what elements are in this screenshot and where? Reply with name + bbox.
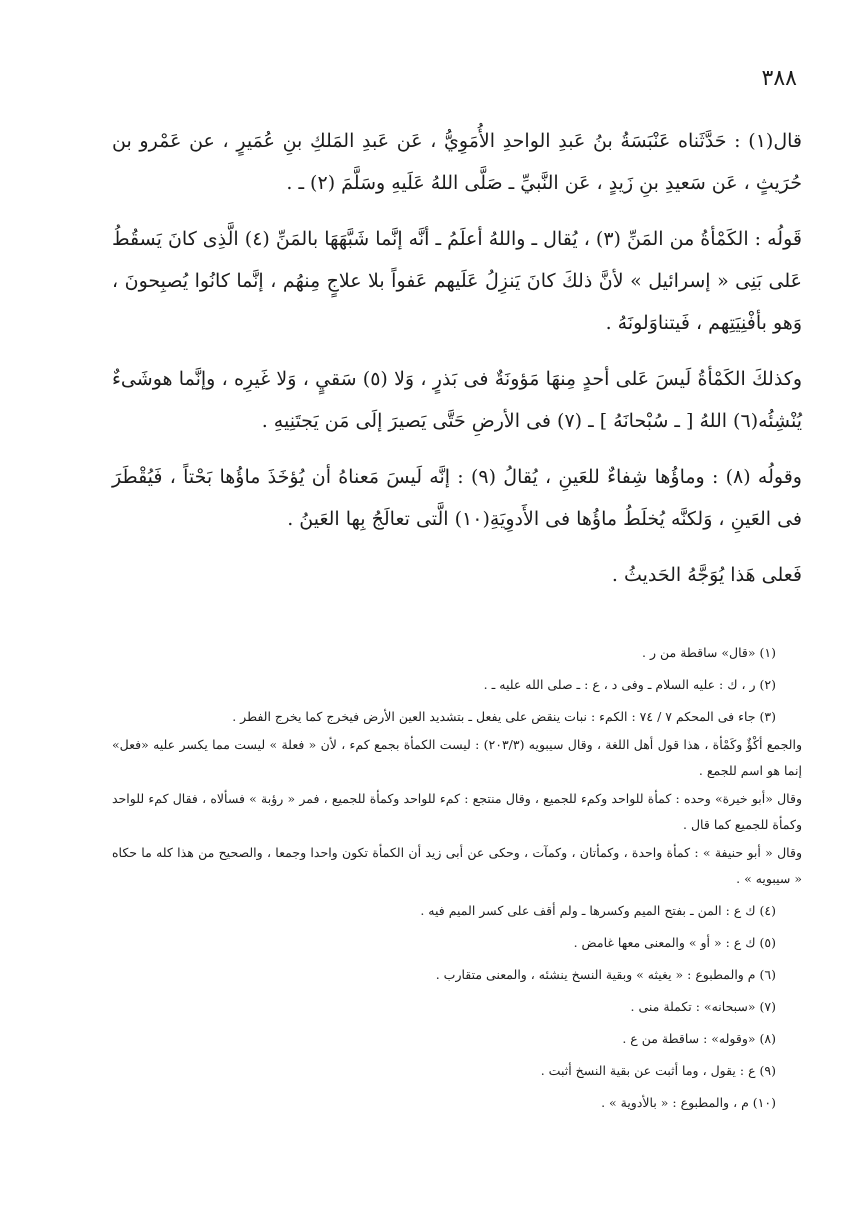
footnote: (٥) ك ع : « أو » والمعنى معها غامض .	[573, 935, 776, 950]
footnote: (٢) ر ، ك : عليه السلام ـ وفى د ، ع : ـ صلى الله عليه ـ .	[483, 677, 776, 692]
paragraph-kamaa-manna: قَولُه : الكَمْأةُ من المَنِّ (٣) ، يُقال ـ واللهُ أعلَمُ ـ أنَّه إنَّما شَبَّهَهَا بالمَنِّ (٤) الَّذِى كانَ يَسقُطُ عَلى بَنِى « إسرائيل » لأنَّ ذلكَ كانَ يَنزِلُ عَلَيهم عَفواً بلا علاجٍ مِنهُم ، إنَّما كانُوا يُصبِحونَ ، وَهو بأفْنِيَتِهم ، فَيتناوَلونَهُ .	[112, 228, 802, 334]
footnote: (٩) ع : يقول ، وما أثبت عن بقية النسخ أثبت .	[540, 1063, 776, 1078]
paragraph-hadith-chain: قال(١) : حَدَّثَناه عَنْبَسَةُ بنُ عَبدِ الواحدِ الأُمَوِيُّ ، عَن عَبدِ المَلكِ بنِ عُمَيرٍ ، عن عَمْرو بن حُرَيثٍ ، عَن سَعيدِ بنِ زَيدٍ ، عَن النَّبيِّ ـ صَلَّى اللهُ عَلَيهِ وسَلَّمَ (٢) ـ .	[112, 130, 802, 194]
footnote-continuation: وقال «أبو خيرة» وحده : كمأة للواحد وكمء للجميع ، وقال منتجع : كمء للواحد وكمأة للجميع ، فمر « رؤبة » فسألاه ، فقال كمء للواحد وكمأة للجميع كما قال .	[112, 791, 802, 832]
footnote: (٣) جاء فى المحكم ٧ / ٧٤ : الكمء : نبات ينقض على يفعل ـ بتشديد العين الأرض فيخرج كما يخرج الفطر .	[232, 709, 776, 724]
footnote-divider	[118, 622, 798, 623]
footnote: (١) «قال» ساقطة من ر .	[642, 645, 776, 660]
footnote: (٧) «سبحانه» : تكملة منى .	[630, 999, 776, 1014]
paragraph-kamaa-growth: وكذلكَ الكَمْأةُ لَيسَ عَلى أحدٍ مِنهَا مَؤونَةٌ فى بَذرٍ ، وَلا (٥) سَقيٍ ، وَلا غَيرِه ، وإنَّما هوشَىءٌ يُنْشِئُه(٦) اللهُ [ ـ سُبْحانَهُ ] ـ (٧) فى الأرضِ حَتَّى يَصيرَ إلَى مَن يَجتَنِيهِ .	[112, 368, 803, 432]
footnote: (١٠) م ، والمطبوع : « بالأدوية » .	[601, 1095, 776, 1110]
footnote: (٨) «وقوله» : ساقطة من ع .	[622, 1031, 776, 1046]
paragraph-conclusion: فَعلى هَذا يُوَجَّهُ الحَديثُ .	[611, 564, 802, 586]
main-text	[112, 120, 802, 596]
footnote-continuation: وقال « أبو حنيفة » : كمأة واحدة ، وكمأتان ، وكمآت ، وحكى عن أبى زيد أن الكمأة تكون واحدا وجمعا ، والصحيح من هذا كله ما حكاه « سيبويه » .	[112, 845, 802, 886]
footnote: (٦) م والمطبوع : « يغيثه » وبقية النسخ ينشئه ، والمعنى متقارب .	[435, 967, 776, 982]
page-number: ٣٨٨	[761, 66, 797, 91]
footnotes	[112, 640, 802, 1122]
footnote: (٤) ك ع : المن ـ بفتح الميم وكسرها ـ ولم أقف على كسر الميم فيه .	[420, 903, 776, 918]
paragraph-kamaa-water: وقولُه (٨) : وماؤُها شِفاءٌ للعَينِ ، يُقالُ (٩) : إنَّه لَيسَ مَعناهُ أن يُؤخَذَ ماؤُها بَحْتاً ، فَيُقْطَرَ فى العَينِ ، وَلكنَّه يُخلَطُ ماؤُها فى الأَدوِيَةِ(١٠) الَّتى تعالَجُ بِها العَينُ .	[112, 466, 802, 530]
footnote-continuation: والجمع أكْؤٌ وكَمْأة ، هذا قول أهل اللغة ، وقال سيبويه (٢٠٣/٣) : ليست الكمأة بجمع كمء ، لأن « فعلة » ليست مما يكسر عليه «فعل» إنما هو اسم للجمع .	[112, 737, 802, 778]
